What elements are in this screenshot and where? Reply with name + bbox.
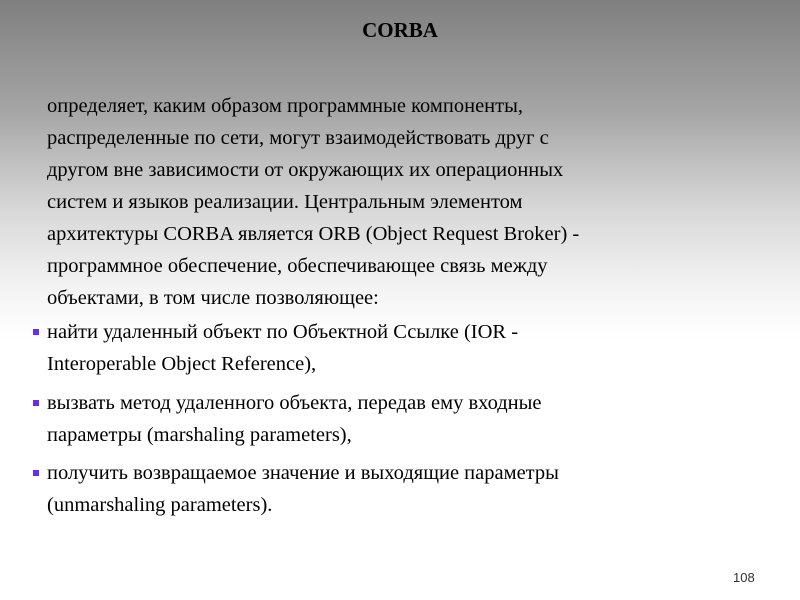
bullet-line: Interoperable Object Reference), (47, 353, 317, 375)
bullet-line: вызвать метод удаленного объекта, передав ему входные (47, 392, 542, 414)
paragraph-line: другом вне зависимости от окружающих их операционных (47, 159, 564, 181)
paragraph-line: объектами, в том числе позволяющее: (47, 287, 379, 309)
bullet-line: параметры (marshaling parameters), (47, 424, 352, 446)
paragraph-line: распределенные по сети, могут взаимодействовать друг с (47, 127, 549, 149)
bullet-line: (unmarshaling parameters). (47, 494, 273, 516)
square-bullet-icon (33, 470, 39, 476)
paragraph-line: определяет, каким образом программные компоненты, (47, 95, 524, 117)
bullet-line: найти удаленный объект по Объектной Ссылке (IOR - (47, 321, 519, 343)
bullet-line: получить возвращаемое значение и выходящие параметры (47, 462, 559, 484)
paragraph-line: архитектуры CORBA является ORB (Object Request Broker) - (47, 223, 580, 245)
paragraph-line: систем и языков реализации. Центральным элементом (47, 191, 523, 213)
paragraph-line: программное обеспечение, обеспечивающее связь между (47, 255, 548, 277)
square-bullet-icon (33, 400, 39, 406)
slide-title: CORBA (362, 18, 438, 42)
square-bullet-icon (33, 329, 39, 335)
page-number: 108 (733, 570, 755, 585)
